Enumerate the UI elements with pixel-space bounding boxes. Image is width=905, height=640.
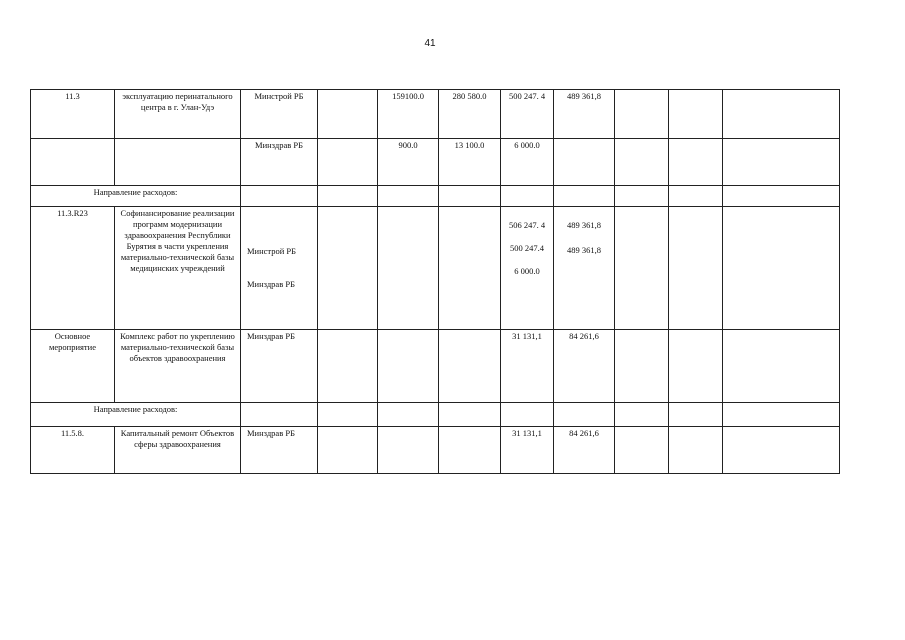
- cell-empty: [501, 403, 554, 427]
- cell-empty: [318, 186, 378, 207]
- cell-empty: [669, 207, 723, 330]
- table-row: [31, 90, 840, 139]
- organization-line: Минздрав РБ: [247, 279, 295, 289]
- table-row: [31, 403, 840, 427]
- cell-empty: [318, 207, 378, 330]
- cell-empty: [669, 427, 723, 474]
- page-number: 41: [424, 38, 436, 49]
- cell-empty: [501, 186, 554, 207]
- cell-empty: [378, 207, 439, 330]
- cell-empty: [318, 427, 378, 474]
- row-organization: [241, 207, 318, 330]
- cell-empty: [615, 90, 669, 139]
- cell-empty: [615, 427, 669, 474]
- cell-empty: [615, 207, 669, 330]
- value-cell: 6 000.0: [501, 139, 554, 186]
- table-row: [31, 427, 840, 474]
- cell-empty: [439, 207, 501, 330]
- cell-empty: [723, 330, 840, 403]
- value-cell: [554, 139, 615, 186]
- value-cell: 489 361,8: [554, 90, 615, 139]
- row-name: эксплуатацию перинатального центра в г. Улан-Удэ: [115, 90, 241, 139]
- cell-empty: [669, 403, 723, 427]
- row-code: Основное мероприятие: [31, 330, 115, 403]
- cell-empty: [31, 139, 115, 186]
- value-cell: 13 100.0: [439, 139, 501, 186]
- cell-empty: [723, 90, 840, 139]
- row-code: 11.5.8.: [31, 427, 115, 474]
- row-name: Капитальный ремонт Объектов сферы здравоохранения: [115, 427, 241, 474]
- value-cell: 31 131,1: [501, 330, 554, 403]
- value-cell: 500 247. 4: [501, 90, 554, 139]
- cell-empty: [615, 330, 669, 403]
- row-organization: Минстрой РБ: [241, 90, 318, 139]
- cell-empty: [554, 186, 615, 207]
- value-line: 500 247.4: [510, 243, 544, 253]
- row-organization: Минздрав РБ: [241, 427, 318, 474]
- cell-empty: [615, 186, 669, 207]
- cell-empty: [318, 90, 378, 139]
- row-code: 11.3: [31, 90, 115, 139]
- cell-empty: [378, 403, 439, 427]
- cell-empty: [241, 403, 318, 427]
- value-cell: 84 261,6: [554, 427, 615, 474]
- cell-empty: [439, 427, 501, 474]
- value-cell: 84 261,6: [554, 330, 615, 403]
- cell-empty: [669, 186, 723, 207]
- cell-empty: [318, 139, 378, 186]
- cell-empty: [115, 139, 241, 186]
- cell-empty: [723, 403, 840, 427]
- cell-empty: [439, 403, 501, 427]
- cell-empty: [554, 403, 615, 427]
- table-row: [31, 186, 840, 207]
- cell-empty: [723, 139, 840, 186]
- cell-empty: [439, 186, 501, 207]
- value-line: 506 247. 4: [508, 220, 546, 230]
- value-line: 489 361,8: [567, 245, 601, 255]
- value-cell: [501, 207, 554, 330]
- row-code: 11.3.R23: [31, 207, 115, 330]
- cell-empty: [669, 330, 723, 403]
- budget-table: [30, 89, 840, 474]
- cell-empty: [615, 139, 669, 186]
- value-cell: 900.0: [378, 139, 439, 186]
- value-line: 6 000.0: [514, 266, 540, 276]
- cell-empty: [723, 427, 840, 474]
- cell-empty: [723, 207, 840, 330]
- cell-empty: [318, 330, 378, 403]
- direction-label: Направление расходов:: [31, 186, 241, 207]
- value-cell: 280 580.0: [439, 90, 501, 139]
- organization-line: Минстрой РБ: [247, 246, 297, 256]
- value-cell: [554, 207, 615, 330]
- row-organization: Минздрав РБ: [241, 330, 318, 403]
- cell-empty: [378, 427, 439, 474]
- row-organization: Минздрав РБ: [241, 139, 318, 186]
- row-name: Комплекс работ по укреплению материально-технической базы объектов здравоохранения: [115, 330, 241, 403]
- table-row: [31, 330, 840, 403]
- table-row: [31, 207, 840, 330]
- cell-empty: [378, 330, 439, 403]
- cell-empty: [241, 186, 318, 207]
- cell-empty: [669, 90, 723, 139]
- direction-label: Направление расходов:: [31, 403, 241, 427]
- row-name: Софинансирование реализации программ модернизации здравоохранения Республики Бурятия в части укрепления материально-технической базы медицинских учреждений: [115, 207, 241, 330]
- cell-empty: [723, 186, 840, 207]
- value-cell: 159100.0: [378, 90, 439, 139]
- cell-empty: [669, 139, 723, 186]
- cell-empty: [615, 403, 669, 427]
- cell-empty: [378, 186, 439, 207]
- value-cell: 31 131,1: [501, 427, 554, 474]
- cell-empty: [318, 403, 378, 427]
- table-row: [31, 139, 840, 186]
- value-line: 489 361,8: [567, 220, 601, 230]
- cell-empty: [439, 330, 501, 403]
